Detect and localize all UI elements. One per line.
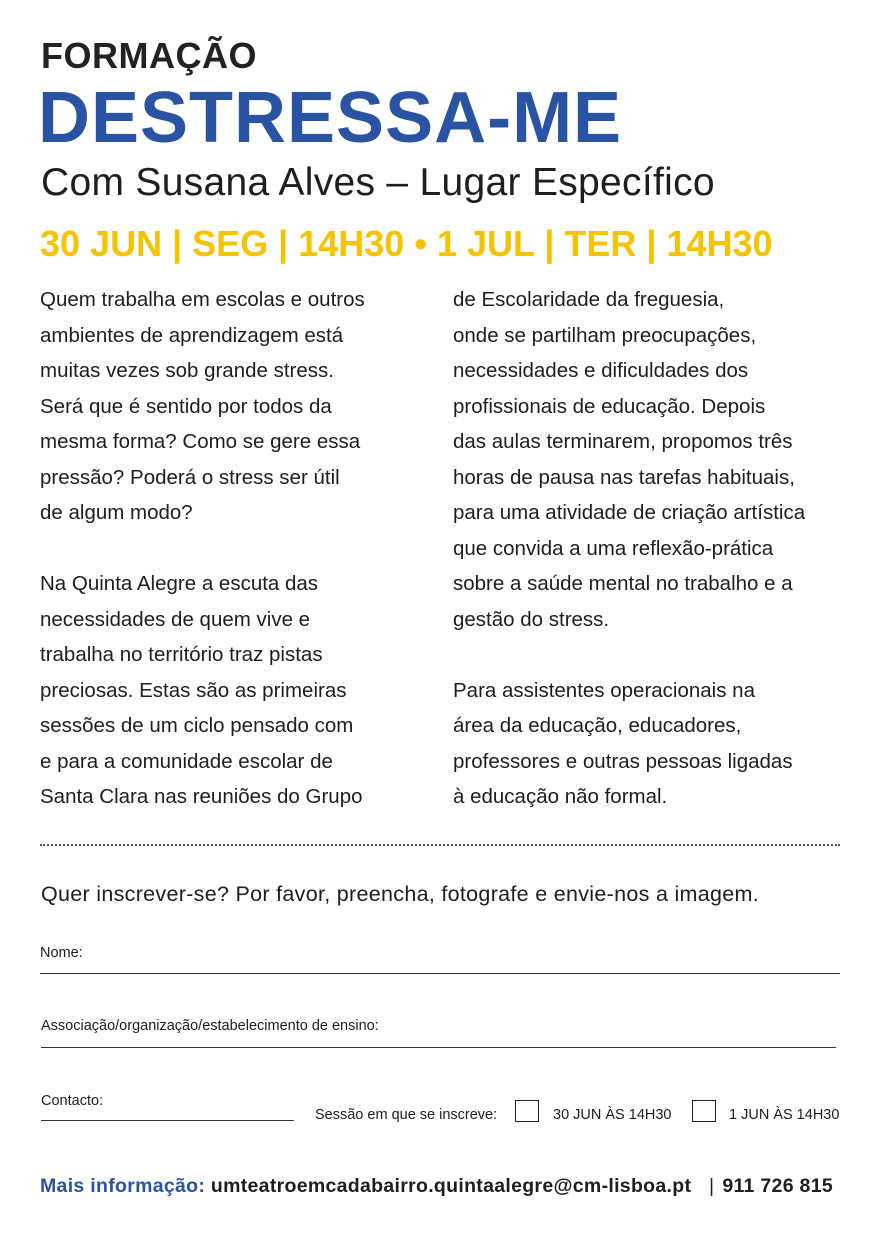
- name-label: Nome:: [40, 945, 83, 961]
- event-title: DESTRESSA-ME: [38, 78, 623, 158]
- body-paragraph: Para assistentes operacionais na área da educação, educadores, professores e outras pessoas ligadas à educação não formal.: [453, 678, 793, 808]
- contact-phone[interactable]: 911 726 815: [722, 1175, 833, 1197]
- session-1-label: 30 JUN ÀS 14H30: [553, 1107, 672, 1123]
- info-label: Mais informação:: [40, 1175, 206, 1197]
- footer-separator: |: [708, 1175, 715, 1197]
- body-paragraph: Quem trabalha em escolas e outros ambientes de aprendizagem está muitas vezes sob grande stress. Será que é sentido por todos da mesma forma? Como se gere essa pressão? Poderá o stress ser útil de algum modo?: [40, 288, 365, 524]
- session-2-label: 1 JUN ÀS 14H30: [729, 1107, 840, 1123]
- form-invitation: Quer inscrever-se? Por favor, preencha, fotografe e envie-nos a imagem.: [41, 882, 760, 906]
- session-2-checkbox[interactable]: [692, 1100, 716, 1122]
- session-1-checkbox[interactable]: [515, 1100, 539, 1122]
- body-paragraph: Na Quinta Alegre a escuta das necessidades de quem vive e trabalha no território traz pistas preciosas. Estas são as primeiras sessões de um ciclo pensado com e para a comunidade escolar de Santa Clara nas reuniões do Grupo: [40, 572, 363, 808]
- body-column-left: [40, 282, 435, 815]
- contact-label: Contacto:: [41, 1093, 104, 1109]
- organization-label: Associação/organização/estabelecimento de ensino:: [41, 1018, 379, 1034]
- session-label: Sessão em que se inscreve:: [315, 1107, 498, 1123]
- dotted-divider: [40, 844, 840, 846]
- name-field[interactable]: [40, 973, 840, 974]
- event-dates: 30 JUN | SEG | 14H30 • 1 JUL | TER | 14H30: [40, 223, 773, 264]
- kicker-heading: FORMAÇÃO: [41, 35, 257, 76]
- body-column-right: [453, 282, 853, 815]
- organization-field[interactable]: [41, 1047, 836, 1048]
- contact-email[interactable]: umteatroemcadabairro.quintaalegre@cm-lisboa.pt: [210, 1175, 692, 1197]
- footer-contact: [40, 1171, 833, 1201]
- contact-field[interactable]: [41, 1120, 294, 1121]
- event-subtitle: Com Susana Alves – Lugar Específico: [41, 161, 715, 204]
- body-paragraph: de Escolaridade da freguesia, onde se partilham preocupações, necessidades e dificuldades dos profissionais de educação. Depois das aulas terminarem, propomos três horas de pausa nas tarefas habituais, para uma atividade de criação artística que convida a uma reflexão-prática sobre a saúde mental no trabalho e a gestão do stress.: [453, 288, 806, 631]
